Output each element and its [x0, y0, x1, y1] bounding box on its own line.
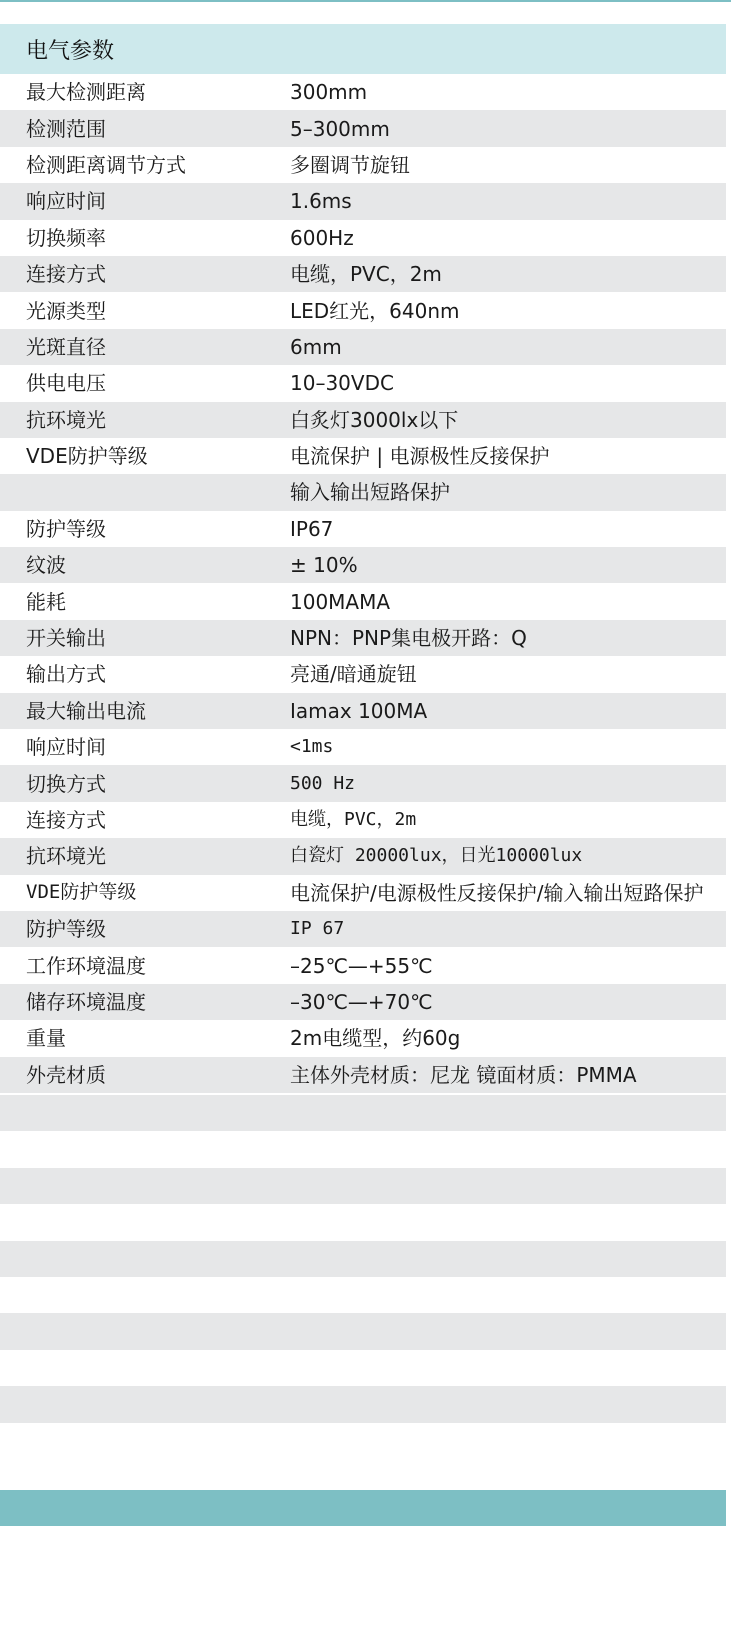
empty-row	[0, 1168, 726, 1204]
top-divider-line	[0, 0, 731, 2]
spec-row	[0, 765, 726, 801]
spec-label: VDE防护等级	[26, 444, 148, 469]
spec-row	[0, 474, 726, 510]
spec-label: 能耗	[26, 589, 66, 614]
spec-label: 防护等级	[26, 516, 106, 541]
spec-row	[0, 292, 726, 328]
spec-label: 响应时间	[26, 189, 106, 214]
footer-bar	[0, 1490, 726, 1526]
spec-value: 6mm	[290, 334, 342, 359]
spec-value: 5–300mm	[290, 116, 390, 141]
spec-row	[0, 620, 726, 656]
spec-value: –30℃—+70℃	[290, 989, 433, 1014]
spec-label: 开关输出	[26, 626, 106, 651]
empty-row	[0, 1350, 726, 1386]
empty-row	[0, 1131, 726, 1167]
spec-row	[0, 183, 726, 219]
empty-row	[0, 1277, 726, 1313]
spec-row	[0, 547, 726, 583]
spec-row	[0, 911, 726, 947]
spec-value: IP67	[290, 516, 334, 541]
spec-row	[0, 402, 726, 438]
spec-label: 检测距离调节方式	[26, 152, 186, 177]
spec-value: 输入输出短路保护	[290, 480, 450, 505]
empty-row	[0, 1241, 726, 1277]
spec-label: 供电电压	[26, 371, 106, 396]
spec-label: 切换频率	[26, 225, 106, 250]
spec-value: 电缆，PVC，2m	[290, 262, 442, 287]
spec-row	[0, 984, 726, 1020]
spec-label: 检测范围	[26, 116, 106, 141]
spec-label: 最大输出电流	[26, 698, 146, 723]
empty-row	[0, 1095, 726, 1131]
spec-label: 重量	[26, 1026, 66, 1051]
empty-table-rows	[0, 1095, 726, 1423]
spec-value: 多圈调节旋钮	[290, 152, 410, 177]
spec-row	[0, 147, 726, 183]
spec-value: 电流保护 | 电源极性反接保护	[290, 444, 550, 469]
spec-label: 输出方式	[26, 662, 106, 687]
spec-label: 抗环境光	[26, 407, 106, 432]
empty-row	[0, 1386, 726, 1422]
spec-value: 600Hz	[290, 225, 354, 250]
spec-value: 主体外壳材质：尼龙 镜面材质：PMMA	[290, 1062, 637, 1087]
spec-label: 防护等级	[26, 917, 106, 942]
spec-value: 电流保护/电源极性反接保护/输入输出短路保护	[290, 880, 704, 905]
spec-value: 300mm	[290, 80, 368, 105]
spec-label: 连接方式	[26, 808, 106, 832]
spec-row	[0, 1020, 726, 1056]
spec-value: –25℃—+55℃	[290, 953, 433, 978]
spec-row	[0, 838, 726, 874]
spec-label: 储存环境温度	[26, 989, 146, 1014]
spec-value: 2m电缆型，约60g	[290, 1026, 461, 1051]
spec-value: 电缆，PVC，2m	[290, 809, 417, 830]
spec-row	[0, 365, 726, 401]
spec-row	[0, 329, 726, 365]
spec-row	[0, 256, 726, 292]
spec-row	[0, 1057, 726, 1093]
spec-value: 白瓷灯 20000lux，日光10000lux	[290, 845, 583, 867]
spec-value: 白炙灯3000lx以下	[290, 407, 459, 432]
spec-row	[0, 693, 726, 729]
spec-value: 10–30VDC	[290, 371, 394, 396]
spec-row	[0, 875, 726, 911]
spec-label: 抗环境光	[26, 844, 106, 869]
spec-value: 500 Hz	[290, 772, 356, 794]
spec-row	[0, 220, 726, 256]
spec-label: 响应时间	[26, 735, 106, 760]
section-header	[0, 24, 726, 74]
spec-row	[0, 802, 726, 838]
empty-row	[0, 1313, 726, 1349]
spec-label: 外壳材质	[26, 1062, 106, 1087]
spec-value: ± 10%	[290, 553, 358, 578]
spec-value: Iamax 100MA	[290, 698, 428, 723]
spec-label: 最大检测距离	[26, 80, 146, 105]
spec-label: 光源类型	[26, 298, 106, 323]
spec-label: VDE防护等级	[26, 881, 137, 904]
empty-row	[0, 1204, 726, 1240]
spec-row	[0, 947, 726, 983]
spec-value: IP 67	[290, 918, 345, 940]
spec-label: 切换方式	[26, 771, 106, 796]
spec-value: 亮通/暗通旋钮	[290, 662, 417, 687]
spec-row	[0, 511, 726, 547]
spec-table	[0, 24, 726, 1093]
spec-row	[0, 656, 726, 692]
spec-value: 1.6ms	[290, 189, 352, 214]
spec-label: 连接方式	[26, 262, 106, 287]
spec-value: NPN：PNP集电极开路：Q	[290, 626, 527, 651]
spec-label: 纹波	[26, 553, 66, 578]
spec-row	[0, 438, 726, 474]
section-title: 电气参数	[26, 38, 115, 64]
spec-rows	[0, 74, 726, 1093]
spec-label: 工作环境温度	[26, 953, 146, 978]
spec-row	[0, 583, 726, 619]
spec-value: <1ms	[290, 736, 334, 758]
spec-row	[0, 110, 726, 146]
spec-row	[0, 74, 726, 110]
spec-value: 100MAMA	[290, 589, 391, 614]
spec-row	[0, 729, 726, 765]
spec-value: LED红光，640nm	[290, 298, 460, 323]
spec-label: 光斑直径	[26, 334, 106, 359]
